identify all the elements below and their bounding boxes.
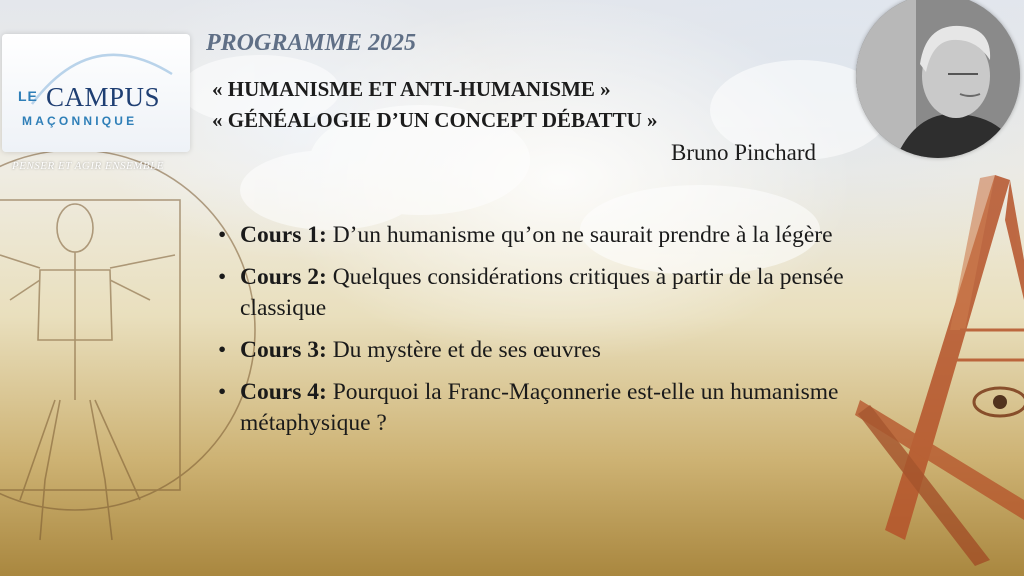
course-label: Cours 4:	[240, 379, 333, 405]
course-text: Pourquoi la Franc-Maçonnerie est-elle un humanisme métaphysique ?	[240, 379, 839, 436]
course-label: Cours 1:	[240, 222, 333, 248]
course-list	[218, 220, 858, 450]
vitruvian-man-drawing	[0, 150, 255, 540]
speaker-portrait	[856, 0, 1020, 158]
logo-tagline: PENSER ET AGIR ENSEMBLE	[12, 160, 164, 172]
course-item-3	[218, 335, 858, 366]
course-text: Quelques considérations critiques à partir de la pensée classique	[240, 264, 844, 321]
logo-le: LE	[18, 88, 38, 104]
title-line-1: « HUMANISME ET ANTI-HUMANISME »	[212, 77, 611, 101]
bullet-icon: •	[218, 337, 227, 363]
logo-maconnique: MAÇONNIQUE	[22, 114, 138, 128]
course-item-4	[218, 377, 858, 439]
logo-campus: CAMPUS	[46, 82, 161, 112]
course-item-1	[218, 220, 858, 251]
author-name: Bruno Pinchard	[670, 140, 816, 165]
square-and-compass-icon	[855, 175, 1024, 566]
programme-heading: PROGRAMME 2025	[206, 30, 417, 56]
campus-logo	[2, 34, 190, 152]
course-label: Cours 2:	[240, 264, 333, 290]
course-text: Du mystère et de ses œuvres	[332, 337, 601, 363]
course-item-2	[218, 262, 858, 324]
portrait-image	[856, 0, 1020, 158]
title-line-2: « GÉNÉALOGIE D’UN CONCEPT DÉBATTU »	[212, 108, 658, 132]
bullet-icon: •	[218, 222, 227, 248]
course-text: D’un humanisme qu’on ne saurait prendre à la légère	[332, 222, 833, 248]
course-label: Cours 3:	[240, 337, 333, 363]
bullet-icon: •	[218, 379, 227, 405]
bullet-icon: •	[218, 264, 227, 290]
